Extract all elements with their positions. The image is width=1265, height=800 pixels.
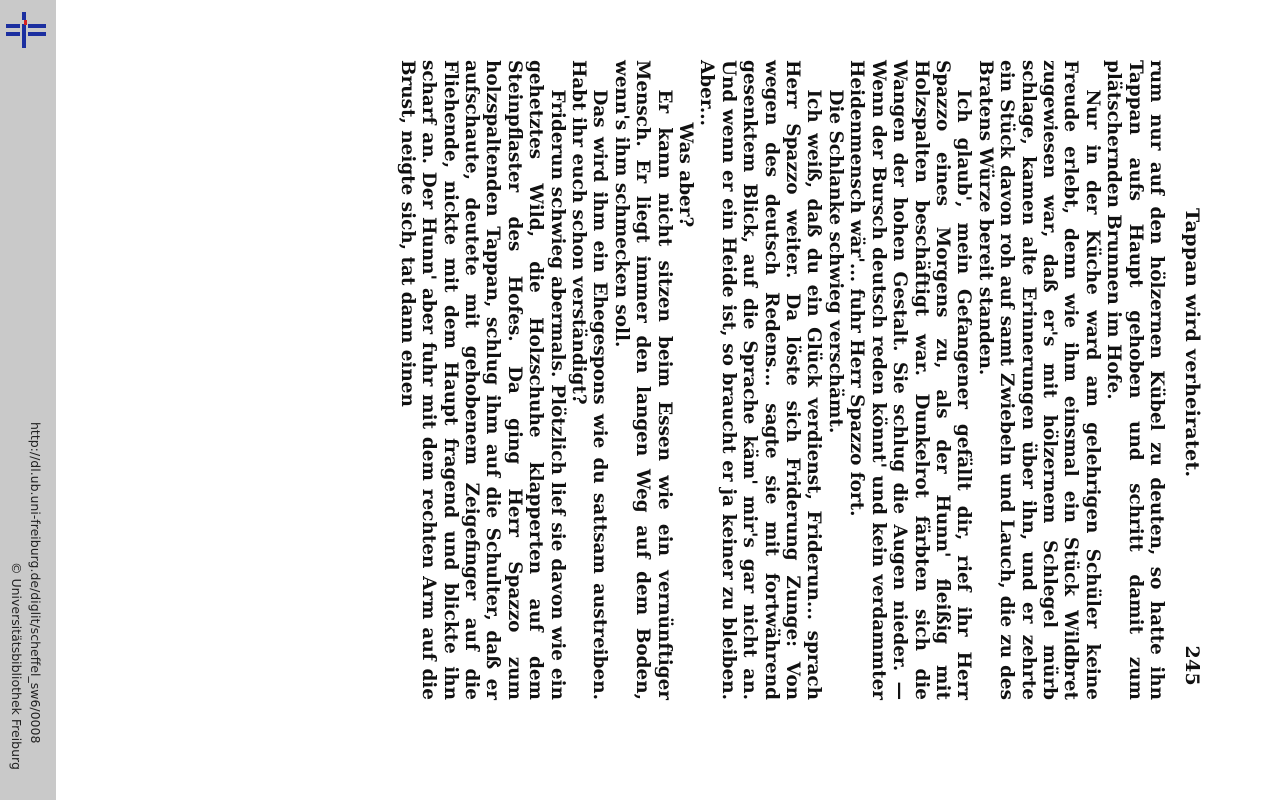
paragraph: rum nur auf den hölzernen Kübel zu deuten, so hatte ihn Tappan aufs Haupt gehoben und schritt damit zum plätschernden Brunnen im Hofe.	[1103, 60, 1167, 700]
page-content	[223, 60, 1203, 700]
scanned-page	[58, 0, 1265, 800]
paragraph: Er kann nicht sitzen beim Essen wie ein vernünftiger Mensch. Er liegt immer den langen Weg auf dem Boden, wenn's ihm schmecken soll.	[610, 60, 675, 700]
document-url[interactable]: http://dl.ub.uni-freiburg.de/diglit/scheffel_sw6/0008	[28, 422, 43, 744]
body-text	[396, 60, 1167, 700]
paragraph: Nur in der Küche ward am gelehrigen Schüler keine Freude erlebt, denn wie ihm einsmal ein Stück Wildbret zugewiesen war, daß er's mit hölzernem Schlegel mürb schlage, kamen alte Erinnerungen über ihn, und er zehrte ein Stück davon roh auf samt Zwiebeln und Lauch, die zu des Bratens Würze bereit standen.	[974, 60, 1103, 700]
paragraph: Die Schlanke schwieg verschämt.	[824, 89, 846, 434]
viewer-sidebar	[0, 0, 56, 800]
paragraph: Was aber?	[675, 122, 697, 228]
university-library-logo-icon	[4, 10, 48, 50]
paragraph: Das wird ihm ein Ehegespons wie du sattsam austreiben. Habt ihr euch schon verständigt?	[568, 60, 611, 700]
paragraph: Ich weiß, daß du ein Glück verdienst, Friderun... sprach Herr Spazzo weiter. Da löste sich Friderung Zunge: Von wegen des deutsch Redens... sagte sie mit fortwährend gesenktem Blick, auf die Sprache käm' mir's gar nicht an. Und wenn er ein Heide ist, so braucht er ja keiner zu bleiben. Aber...	[696, 60, 825, 700]
page-number: 245	[1181, 645, 1203, 686]
page-header	[1167, 60, 1203, 700]
paragraph: Friderun schwieg abermals. Plötzlich lief sie davon wie ein gehetztes Wild, die Holzschuhe klapperten auf dem Steinpflaster des Hofes. Da ging Herr Spazzo zum holzspaltenden Tappan, schlug ihm auf die Schulter, daß er aufschaute, deutete mit gehobenem Zeigefinger auf die Fliehende, nickte mit dem Haupt fragend und blickte ihn scharf an. Der Hunn' aber fuhr mit dem rechten Arm auf die Brust, neigte sich, tat dann einen	[396, 60, 568, 700]
copyright-notice: © Universitätsbibliothek Freiburg	[9, 562, 24, 770]
paragraph: Ich glaub', mein Gefangener gefällt dir, rief ihr Herr Spazzo eines Morgens zu, als der Hunn' fleißig mit Holzspalten beschäftigt war. Dunkelrot färbten sich die Wangen der hohen Gestalt. Sie schlug die Augen nieder. — Wenn der Bursch deutsch reden könnt' und kein verdammter Heidenmensch wär'... fuhr Herr Spazzo fort.	[846, 60, 975, 700]
running-head: Tappan wird verheiratet.	[1181, 208, 1203, 478]
